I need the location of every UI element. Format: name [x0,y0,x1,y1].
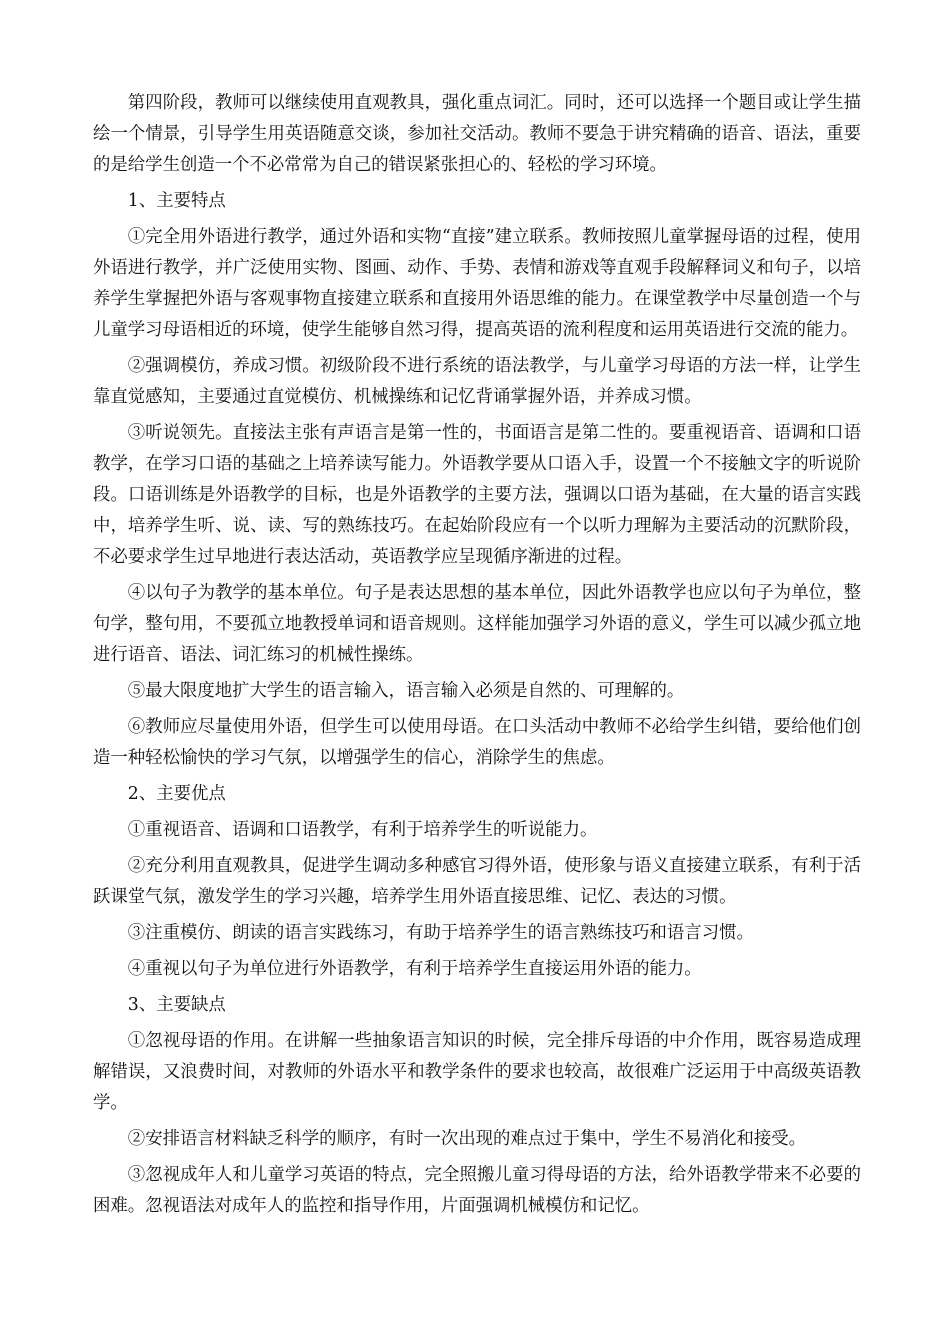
paragraph-feature-6: ⑥教师应尽量使用外语，但学生可以使用母语。在口头活动中教师不必给学生纠错，要给他们创造一种轻松愉快的学习气氛，以增强学生的信心，消除学生的焦虑。 [93,717,861,768]
paragraph-feature-2: ②强调模仿，养成习惯。初级阶段不进行系统的语法教学，与儿童学习母语的方法一样，让学生靠直觉感知，主要通过直觉模仿、机械操练和记忆背诵掌握外语，并养成习惯。 [93,356,861,407]
document-page [93,88,861,1227]
paragraph-stage-four: 第四阶段，教师可以继续使用直观教具，强化重点词汇。同时，还可以选择一个题目或让学生描绘一个情景，引导学生用英语随意交谈，参加社交活动。教师不要急于讲究精确的语音、语法，重要的是给学生创造一个不必常常为自己的错误紧张担心的、轻松的学习环境。 [93,93,861,175]
paragraph-feature-3: ③听说领先。直接法主张有声语言是第一性的，书面语言是第二性的。要重视语音、语调和口语教学，在学习口语的基础之上培养读写能力。外语教学要从口语入手，设置一个不接触文字的听说阶段。口语训练是外语教学的目标，也是外语教学的主要方法，强调以口语为基础，在大量的语言实践中，培养学生听、说、读、写的熟练技巧。在起始阶段应有一个以听力理解为主要活动的沉默阶段，不必要求学生过早地进行表达活动，英语教学应呈现循序渐进的过程。 [93,423,861,567]
section-heading-advantages: 2、主要优点 [127,784,226,804]
paragraph-feature-4: ④以句子为教学的基本单位。句子是表达思想的基本单位，因此外语教学也应以句子为单位，整句学，整句用，不要孤立地教授单词和语音规则。这样能加强学习外语的意义，学生可以减少孤立地进行语音、语法、词汇练习的机械性操练。 [93,583,861,665]
paragraph-feature-5: ⑤最大限度地扩大学生的语言输入，语言输入必须是自然的、可理解的。 [127,681,685,701]
section-heading-disadvantages: 3、主要缺点 [127,995,226,1015]
section-heading-features: 1、主要特点 [127,191,226,211]
paragraph-disadvantage-2: ②安排语言材料缺乏科学的顺序，有时一次出现的难点过于集中，学生不易消化和接受。 [127,1129,807,1149]
paragraph-disadvantage-3: ③忽视成年人和儿童学习英语的特点，完全照搬儿童习得母语的方法，给外语教学带来不必要的困难。忽视语法对成年人的监控和指导作用，片面强调机械模仿和记忆。 [93,1165,861,1216]
paragraph-advantage-2: ②充分利用直观教具，促进学生调动多种感官习得外语，使形象与语义直接建立联系，有利于活跃课堂气氛，激发学生的学习兴趣，培养学生用外语直接思维、记忆、表达的习惯。 [93,856,861,907]
paragraph-advantage-1: ①重视语音、语调和口语教学，有利于培养学生的听说能力。 [127,820,598,840]
paragraph-advantage-4: ④重视以句子为单位进行外语教学，有利于培养学生直接运用外语的能力。 [127,959,702,979]
paragraph-disadvantage-1: ①忽视母语的作用。在讲解一些抽象语言知识的时候，完全排斥母语的中介作用，既容易造成理解错误，又浪费时间，对教师的外语水平和教学条件的要求也较高，故很难广泛运用于中高级英语教学。 [93,1031,861,1113]
paragraph-advantage-3: ③注重模仿、朗读的语言实践练习，有助于培养学生的语言熟练技巧和语言习惯。 [127,923,754,943]
paragraph-feature-1: ①完全用外语进行教学，通过外语和实物“直接”建立联系。教师按照儿童掌握母语的过程，使用外语进行教学，并广泛使用实物、图画、动作、手势、表情和游戏等直观手段解释词义和句子，以培养学生掌握把外语与客观事物直接建立联系和直接用外语思维的能力。在课堂教学中尽量创造一个与儿童学习母语相近的环境，使学生能够自然习得，提高英语的流利程度和运用英语进行交流的能力。 [93,227,861,340]
